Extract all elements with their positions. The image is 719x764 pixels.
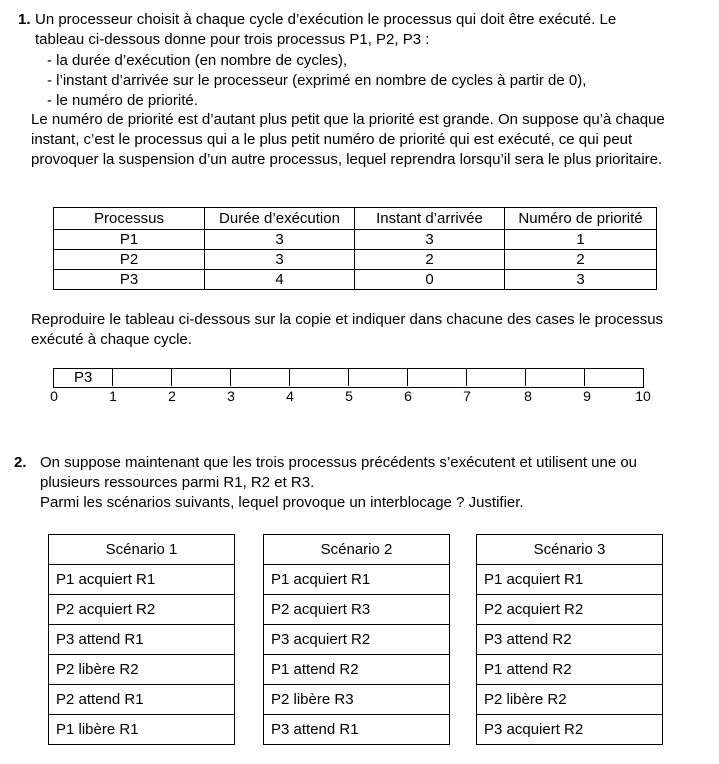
table-cell: 3 xyxy=(505,270,657,290)
scenario-step-row xyxy=(264,595,450,625)
table-cell: P1 xyxy=(54,230,205,250)
scenario-step-row xyxy=(264,715,450,745)
scenario-step-row xyxy=(477,685,663,715)
scenario-title: Scénario 2 xyxy=(264,535,450,565)
scenario-step-row xyxy=(49,565,235,595)
question-1-line: Le numéro de priorité est d’autant plus petit que la priorité est grande. On suppose qu’à chaque xyxy=(31,111,665,128)
question-1-line: - l’instant d’arrivée sur le processeur (exprimé en nombre de cycles à partir de 0), xyxy=(47,72,587,89)
question-1-line: tableau ci-dessous donne pour trois processus P1, P2, P3 : xyxy=(35,31,430,48)
question-1-line: - la durée d’exécution (en nombre de cycles), xyxy=(47,52,348,69)
timeline-label: 1 xyxy=(109,388,117,404)
question-1-line: instant, c’est le processus qui a le plus petit numéro de priorité qui est exécuté, ce qui peut xyxy=(31,131,633,148)
timeline-label: 10 xyxy=(635,388,651,404)
question-2-line: plusieurs ressources parmi R1, R2 et R3. xyxy=(40,474,315,491)
scenario-step: P2 acquiert R2 xyxy=(477,595,663,625)
scenario-2-table xyxy=(263,534,450,745)
scenario-step: P2 attend R1 xyxy=(49,685,235,715)
scenario-header-row xyxy=(49,535,235,565)
timeline-tick xyxy=(407,369,408,386)
column-header: Processus xyxy=(54,208,205,230)
timeline-tick xyxy=(525,369,526,386)
timeline-label: 4 xyxy=(286,388,294,404)
scenario-step: P1 acquiert R1 xyxy=(477,565,663,595)
scenario-1-table xyxy=(48,534,235,745)
scenario-step: P2 acquiert R2 xyxy=(49,595,235,625)
scenario-step: P1 attend R2 xyxy=(477,655,663,685)
scenario-step: P3 attend R1 xyxy=(49,625,235,655)
scenario-step-row xyxy=(264,565,450,595)
timeline-tick xyxy=(289,369,290,386)
scenario-step-row xyxy=(49,715,235,745)
table-row xyxy=(54,270,657,290)
timeline-label: 3 xyxy=(227,388,235,404)
table-row xyxy=(54,250,657,270)
process-table-header-row xyxy=(54,208,657,230)
timeline-cell-label: P3 xyxy=(74,369,93,386)
scenario-step-row xyxy=(264,625,450,655)
scenario-step: P3 attend R2 xyxy=(477,625,663,655)
scenario-title: Scénario 1 xyxy=(49,535,235,565)
scenario-title: Scénario 3 xyxy=(477,535,663,565)
scenario-step-row xyxy=(477,715,663,745)
scenario-step: P1 attend R2 xyxy=(264,655,450,685)
instruction-line: Reproduire le tableau ci-dessous sur la copie et indiquer dans chacune des cases le processus xyxy=(31,311,664,328)
question-1-number: 1. xyxy=(18,11,31,28)
timeline-label: 0 xyxy=(50,388,58,404)
timeline-tick xyxy=(466,369,467,386)
table-cell: 1 xyxy=(505,230,657,250)
table-cell: 0 xyxy=(355,270,505,290)
scenario-step: P1 acquiert R1 xyxy=(49,565,235,595)
timeline-tick xyxy=(171,369,172,386)
timeline-label: 8 xyxy=(524,388,532,404)
timeline-label: 5 xyxy=(345,388,353,404)
question-2-line: On suppose maintenant que les trois processus précédents s’exécutent et utilisent une ou xyxy=(40,454,638,471)
question-1-line: Un processeur choisit à chaque cycle d’exécution le processus qui doit être exécuté. Le xyxy=(35,11,617,28)
table-cell: 3 xyxy=(355,230,505,250)
process-table xyxy=(53,207,657,290)
scenario-step-row xyxy=(477,565,663,595)
scenario-step: P2 libère R2 xyxy=(477,685,663,715)
scenario-header-row xyxy=(264,535,450,565)
timeline-cell xyxy=(54,369,113,387)
scenario-3-table xyxy=(476,534,663,745)
timeline-tick xyxy=(230,369,231,386)
scenario-step-row xyxy=(264,685,450,715)
scenario-step-row xyxy=(477,655,663,685)
timeline-label: 9 xyxy=(583,388,591,404)
scenario-step-row xyxy=(264,655,450,685)
question-2-line: Parmi les scénarios suivants, lequel provoque un interblocage ? Justifier. xyxy=(40,494,524,511)
table-cell: 2 xyxy=(355,250,505,270)
table-cell: P2 xyxy=(54,250,205,270)
question-2-number: 2. xyxy=(14,454,27,471)
timeline-label: 6 xyxy=(404,388,412,404)
table-cell: 3 xyxy=(205,250,355,270)
scenario-step-row xyxy=(49,655,235,685)
scenario-step: P2 libère R3 xyxy=(264,685,450,715)
timeline-label: 2 xyxy=(168,388,176,404)
column-header: Numéro de priorité xyxy=(505,208,657,230)
table-cell: 4 xyxy=(205,270,355,290)
timeline-tick xyxy=(584,369,585,386)
question-1-line: - le numéro de priorité. xyxy=(47,92,198,109)
scenario-step: P3 acquiert R2 xyxy=(264,625,450,655)
scenario-header-row xyxy=(477,535,663,565)
scenario-step: P3 acquiert R2 xyxy=(477,715,663,745)
table-cell: P3 xyxy=(54,270,205,290)
question-1-line: provoquer la suspension d’un autre processus, lequel reprendra lorsqu’il sera le plus prioritaire. xyxy=(31,151,663,168)
table-row xyxy=(54,230,657,250)
column-header: Instant d’arrivée xyxy=(355,208,505,230)
scenario-step: P3 attend R1 xyxy=(264,715,450,745)
timeline-tick xyxy=(348,369,349,386)
table-cell: 2 xyxy=(505,250,657,270)
scenario-step: P2 acquiert R3 xyxy=(264,595,450,625)
scenario-step-row xyxy=(49,625,235,655)
scenario-step: P2 libère R2 xyxy=(49,655,235,685)
scenario-step-row xyxy=(49,595,235,625)
timeline-tick xyxy=(112,369,113,386)
scenario-step-row xyxy=(477,595,663,625)
scenario-step: P1 libère R1 xyxy=(49,715,235,745)
table-cell: 3 xyxy=(205,230,355,250)
scenario-step-row xyxy=(477,625,663,655)
scenario-step: P1 acquiert R1 xyxy=(264,565,450,595)
timeline-label: 7 xyxy=(463,388,471,404)
scenario-step-row xyxy=(49,685,235,715)
cycle-timeline xyxy=(53,368,644,388)
column-header: Durée d’exécution xyxy=(205,208,355,230)
instruction-line: exécuté à chaque cycle. xyxy=(31,331,192,348)
